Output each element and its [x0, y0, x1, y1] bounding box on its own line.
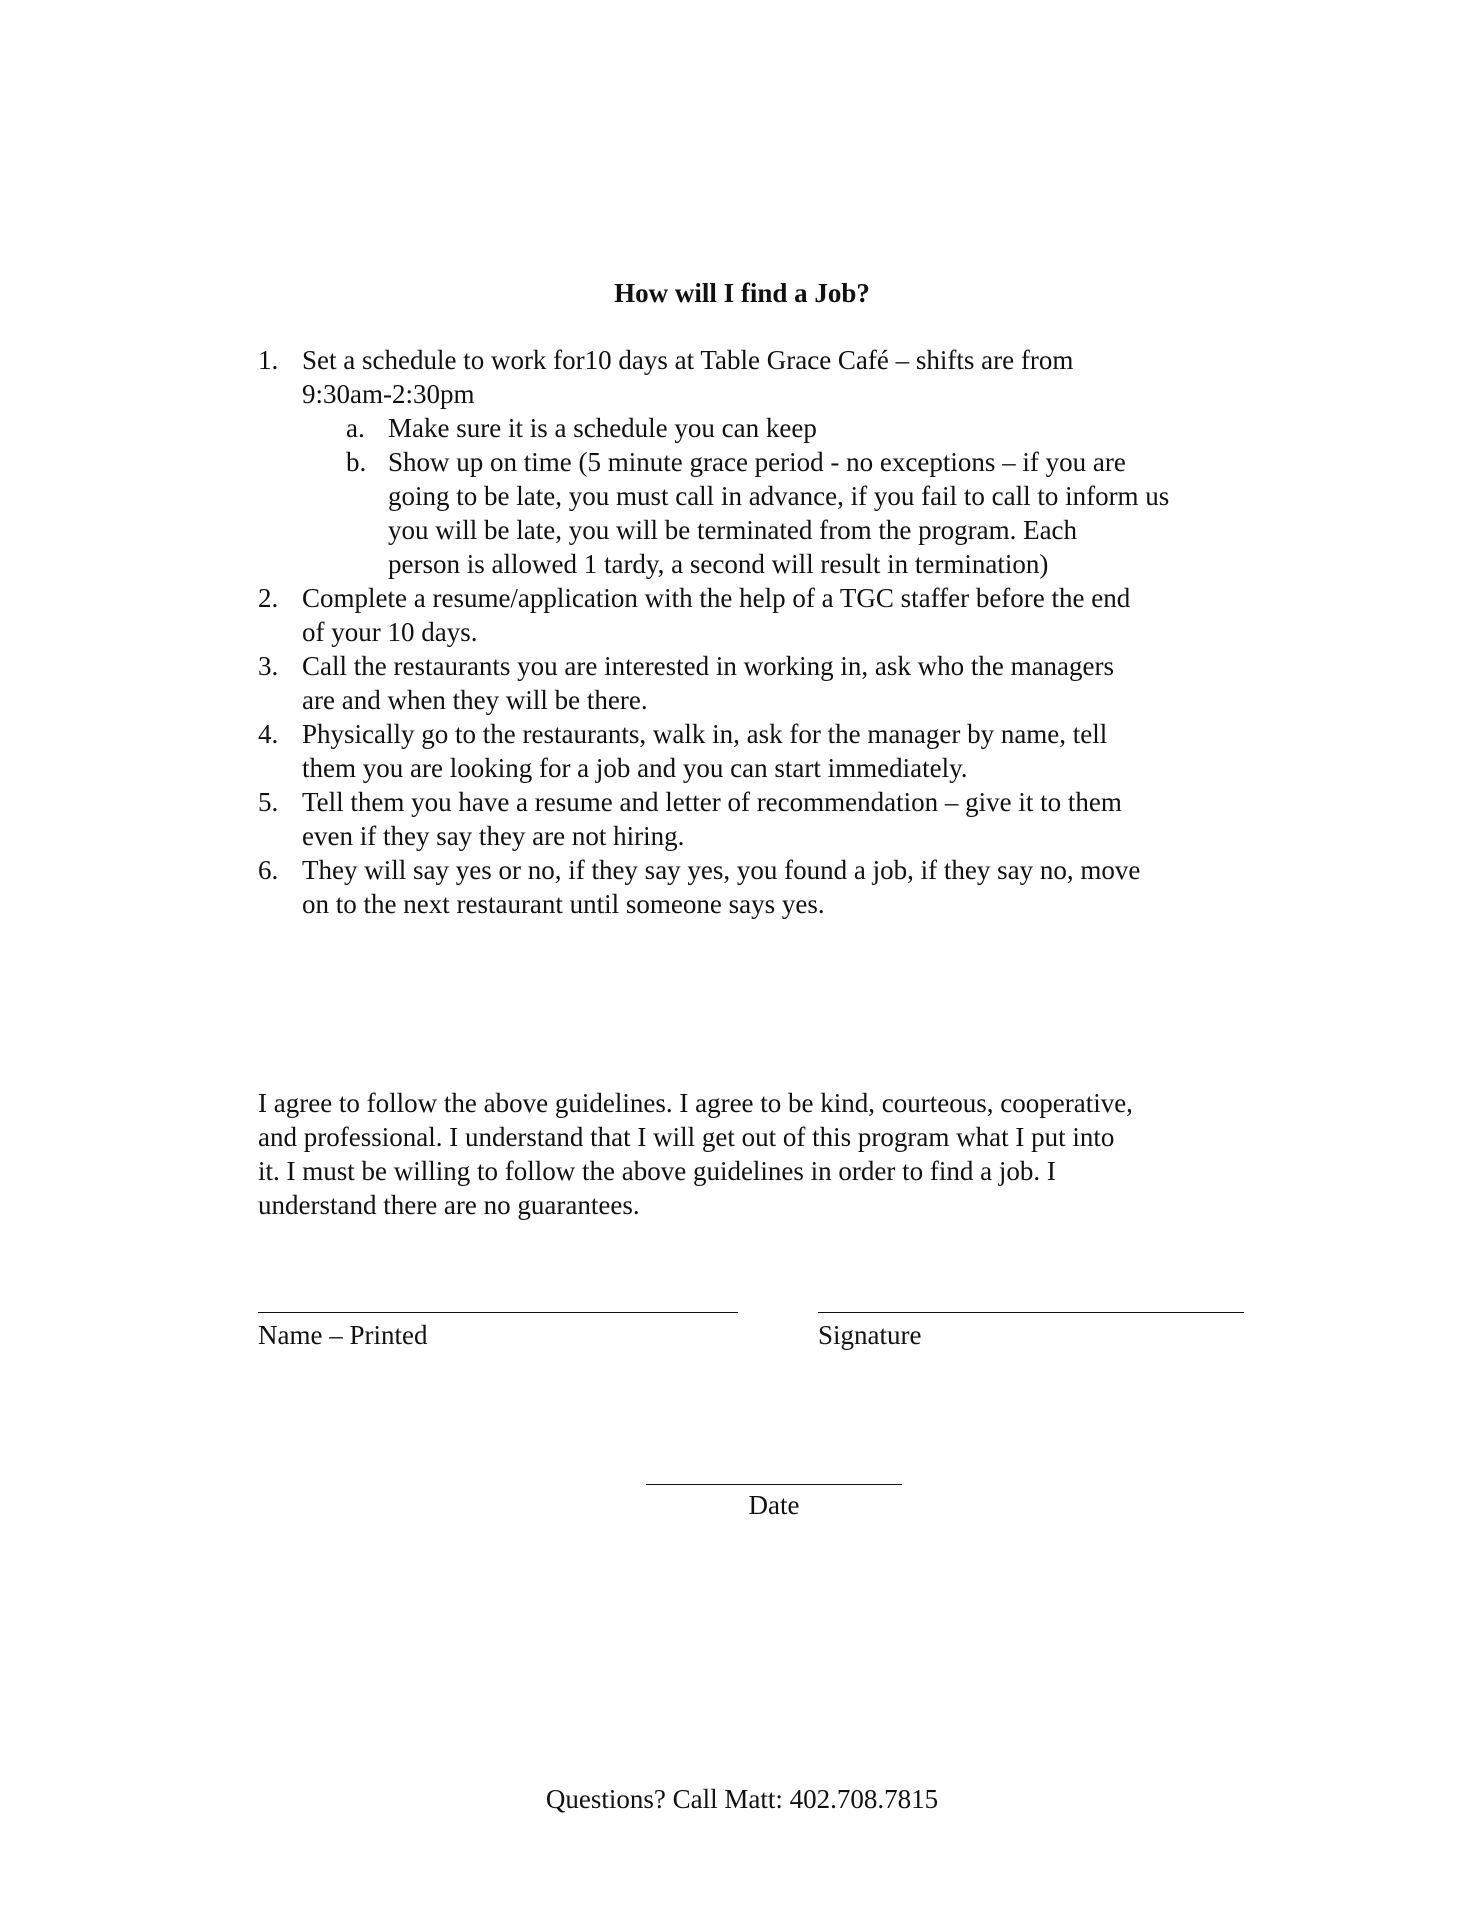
agreement-line: I agree to follow the above guidelines. I agree to be kind, courteous, cooperative,	[258, 1088, 1133, 1118]
item-line: even if they say they are not hiring.	[302, 821, 685, 851]
list-item	[258, 717, 1278, 785]
item-line: them you are looking for a job and you can start immediately.	[302, 753, 968, 783]
item-number: 3.	[258, 651, 279, 681]
date-line[interactable]	[646, 1484, 902, 1485]
agreement-line: and professional. I understand that I will get out of this program what I put into	[258, 1122, 1115, 1152]
sub-item-letter: a.	[346, 413, 365, 443]
signature-line[interactable]	[818, 1312, 1244, 1313]
item-line: 9:30am-2:30pm	[302, 379, 475, 409]
item-number: 2.	[258, 583, 279, 613]
sub-list-item	[258, 445, 1278, 581]
item-line: on to the next restaurant until someone says yes.	[302, 889, 825, 919]
item-number: 4.	[258, 719, 279, 749]
date-label: Date	[748, 1490, 800, 1520]
sub-item-line: Show up on time (5 minute grace period - no exceptions – if you are	[388, 447, 1126, 477]
item-line: Tell them you have a resume and letter of recommendation – give it to them	[302, 787, 1122, 817]
sub-item-line: Make sure it is a schedule you can keep	[388, 413, 817, 443]
list-item	[258, 649, 1278, 717]
steps-list	[258, 343, 1278, 921]
sub-item-line: person is allowed 1 tardy, a second will result in termination)	[388, 549, 1049, 579]
signature-label: Signature	[818, 1320, 922, 1350]
item-line: of your 10 days.	[302, 617, 478, 647]
sub-item-line: you will be late, you will be terminated from the program. Each	[388, 515, 1078, 545]
name-printed-label: Name – Printed	[258, 1320, 428, 1350]
sub-item-line: going to be late, you must call in advance, if you fail to call to inform us	[388, 481, 1170, 511]
item-number: 1.	[258, 345, 279, 375]
name-printed-line[interactable]	[258, 1312, 738, 1313]
item-line: are and when they will be there.	[302, 685, 648, 715]
item-line: They will say yes or no, if they say yes, you found a job, if they say no, move	[302, 855, 1141, 885]
item-number: 5.	[258, 787, 279, 817]
agreement-line: understand there are no guarantees.	[258, 1190, 640, 1220]
list-item	[258, 853, 1278, 921]
sub-list-item	[258, 411, 1278, 445]
item-line: Call the restaurants you are interested in working in, ask who the managers	[302, 651, 1115, 681]
item-number: 6.	[258, 855, 279, 885]
agreement-line: it. I must be willing to follow the above guidelines in order to find a job. I	[258, 1156, 1056, 1186]
list-item	[258, 581, 1278, 649]
item-line: Set a schedule to work for10 days at Table Grace Café – shifts are from	[302, 345, 1074, 375]
list-item	[258, 785, 1278, 853]
footer-contact: Questions? Call Matt: 402.708.7815	[545, 1784, 939, 1814]
sub-item-letter: b.	[346, 447, 367, 477]
agreement-paragraph	[258, 1086, 1278, 1222]
item-line: Physically go to the restaurants, walk in, ask for the manager by name, tell	[302, 719, 1108, 749]
item-line: Complete a resume/application with the help of a TGC staffer before the end	[302, 583, 1131, 613]
list-item	[258, 343, 1278, 411]
document-title: How will I find a Job?	[614, 278, 870, 308]
